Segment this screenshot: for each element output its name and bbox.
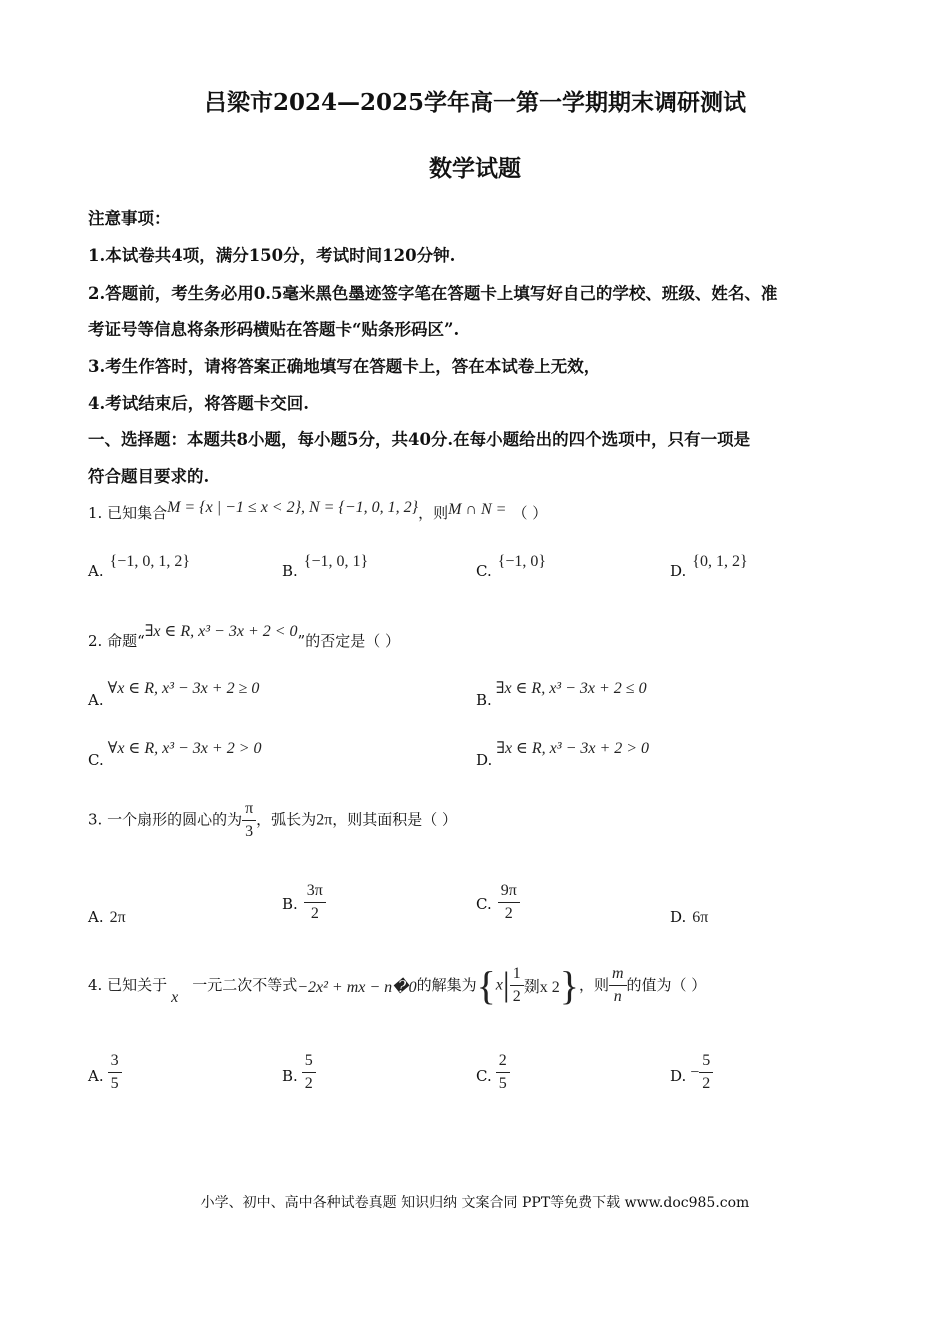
question-4-ratio-num: m [609,963,627,986]
question-4-set-half [510,963,524,1008]
question-3-prefix: 3. 一个扇形的圆心的为 [88,810,243,829]
q4-option-d-num: 5 [699,1050,713,1073]
exam-title: 吕梁市2024—2025学年高一第一学期期末调研测试 [203,89,747,116]
q1-option-d-value: {0, 1, 2} [692,553,748,570]
q4-option-b-label: B. [282,1066,298,1085]
q4-option-b [282,1050,316,1095]
q3-option-a [88,908,126,927]
q2-option-a-value: ∀x ∈ R, x³ − 3x + 2 ≥ 0 [107,680,260,697]
q2-option-c-label: C. [88,751,104,769]
q1-option-b-label: B. [282,562,298,580]
q2-option-b-value: ∃x ∈ R, x³ − 3x + 2 ≤ 0 [495,680,647,697]
q3-option-c-den: 2 [504,905,513,922]
question-1-prefix: 1. 已知集合 [88,504,168,522]
q3-option-a-value: 2π [109,909,126,926]
q3-option-c-fraction [498,880,520,925]
q4-option-a-num: 3 [108,1050,122,1073]
q1-option-c [476,553,547,581]
q3-option-d-value: 6π [692,909,709,926]
q4-option-a-den: 5 [110,1075,119,1092]
q4-option-d-sign: − [690,1063,700,1081]
question-3-suffix: ，则其面积是（ ） [332,810,458,829]
q4-option-c-label: C. [476,1066,492,1085]
question-4-ratio [609,963,627,1008]
q2-option-d [476,740,650,770]
question-4-mid3: ，则 [578,975,609,994]
question-2-expr: ∃x ∈ R, x³ − 3x + 2 < 0 [144,623,298,640]
q4-option-d-fraction [699,1050,713,1095]
question-4-inequality: −2x² + mx − n�0 [297,978,417,996]
question-3-arc: 2π [316,811,333,829]
question-4-set-var: x [495,976,503,994]
notice-line-4: 4.考试结束后，将答题卡交回. [88,394,309,413]
question-2 [88,623,400,651]
q1-option-a [88,553,190,581]
question-4-set-half-den: 2 [512,988,521,1005]
question-4-suffix: 的值为（ ） [626,975,707,994]
notice-heading: 注意事项： [88,209,171,228]
q4-option-c-num: 2 [496,1050,510,1073]
q3-option-c [476,880,520,925]
q1-option-c-label: C. [476,562,492,580]
question-3-middle: ，弧长为 [256,810,317,829]
q3-option-b [282,880,326,925]
q3-option-b-num: 3π [304,880,326,903]
q2-option-d-label: D. [476,751,493,769]
q2-option-c-value: ∀x ∈ R, x³ − 3x + 2 > 0 [107,740,262,757]
section-1-heading-cont: 符合题目要求的. [88,467,210,486]
question-1-middle: ，则 [418,504,449,522]
q1-option-b-value: {−1, 0, 1} [303,553,369,570]
q4-option-d [670,1050,713,1095]
question-2-suffix: ”的否定是（ ） [297,632,400,650]
question-3-angle-den: 3 [245,823,254,840]
q4-option-c-fraction [496,1050,510,1095]
q2-option-c [88,740,262,770]
question-4-ratio-den: n [613,988,622,1005]
question-1-paren: （ ） [512,504,548,522]
q2-option-b-label: B. [476,691,492,709]
question-1-sets: M = {x | −1 ≤ x < 2}, N = {−1, 0, 1, 2} [167,499,419,516]
notice-line-1: 1.本试卷共4项，满分150分，考试时间120分钟. [88,246,456,265]
q3-option-b-label: B. [282,894,298,913]
q2-option-a [88,680,260,710]
q1-option-c-value: {−1, 0} [497,553,547,570]
q1-option-d [670,553,748,581]
q1-option-b [282,553,369,581]
q2-option-b [476,680,647,710]
q3-option-c-num: 9π [498,880,520,903]
question-4-set-half-num: 1 [510,963,524,986]
q4-option-b-fraction [302,1050,316,1095]
notice-line-2b: 考证号等信息将条形码横贴在答题卡“贴条形码区”. [88,320,460,339]
q4-option-b-den: 2 [304,1075,313,1092]
q3-option-b-den: 2 [310,905,319,922]
q3-option-a-label: A. [88,908,104,926]
q4-option-d-den: 2 [702,1075,711,1092]
question-4-var: x [171,988,179,1006]
question-1 [88,499,548,523]
question-4-mid2: 的解集为 [416,975,477,994]
notice-line-3: 3.考生作答时，请将答案正确地填写在答题卡上，答在本试卷上无效， [88,357,601,376]
q3-option-d [670,908,708,927]
q3-option-b-fraction [304,880,326,925]
q4-option-d-label: D. [670,1066,687,1085]
question-3-angle-num: π [242,798,256,821]
q2-option-a-label: A. [88,691,104,709]
page-footer: 小学、初中、高中各种试卷真题 知识归纳 文案合同 PPT等免费下载 www.doc985.com [200,1195,750,1211]
q1-option-a-value: {−1, 0, 1, 2} [109,553,190,570]
question-4-solution-set: {x| $\frac{1}{2}$ 剟x 2} [476,963,579,1008]
q4-option-a-label: A. [88,1066,104,1085]
question-3-angle-fraction [242,798,256,843]
q4-option-c-den: 5 [498,1075,507,1092]
q4-option-b-num: 5 [302,1050,316,1073]
q4-option-c [476,1050,510,1095]
question-2-prefix: 2. 命题“ [88,632,145,650]
question-4-set-rest: 剟x 2 [523,979,560,996]
q1-option-d-label: D. [670,562,687,580]
question-4 [88,963,707,1015]
notice-line-2a: 2.答题前，考生务必用0.5毫米黑色墨迹签字笔在答题卡上填写好自己的学校、班级、姓名、准 [88,284,778,303]
question-4-prefix: 4. 已知关于 [88,975,168,994]
q4-option-a [88,1050,122,1095]
q4-option-a-fraction [108,1050,122,1095]
question-4-mid1: 一元二次不等式 [192,975,298,994]
q3-option-c-label: C. [476,894,492,913]
section-1-heading: 一、选择题：本题共8小题，每小题5分，共40分.在每小题给出的四个选项中，只有一项是 [88,430,751,449]
q1-option-a-label: A. [88,562,104,580]
q3-option-d-label: D. [670,908,687,926]
exam-subtitle: 数学试题 [429,155,521,182]
q2-option-d-value: ∃x ∈ R, x³ − 3x + 2 > 0 [496,740,650,757]
question-1-expr: M ∩ N = [448,501,507,518]
question-3 [88,798,457,843]
